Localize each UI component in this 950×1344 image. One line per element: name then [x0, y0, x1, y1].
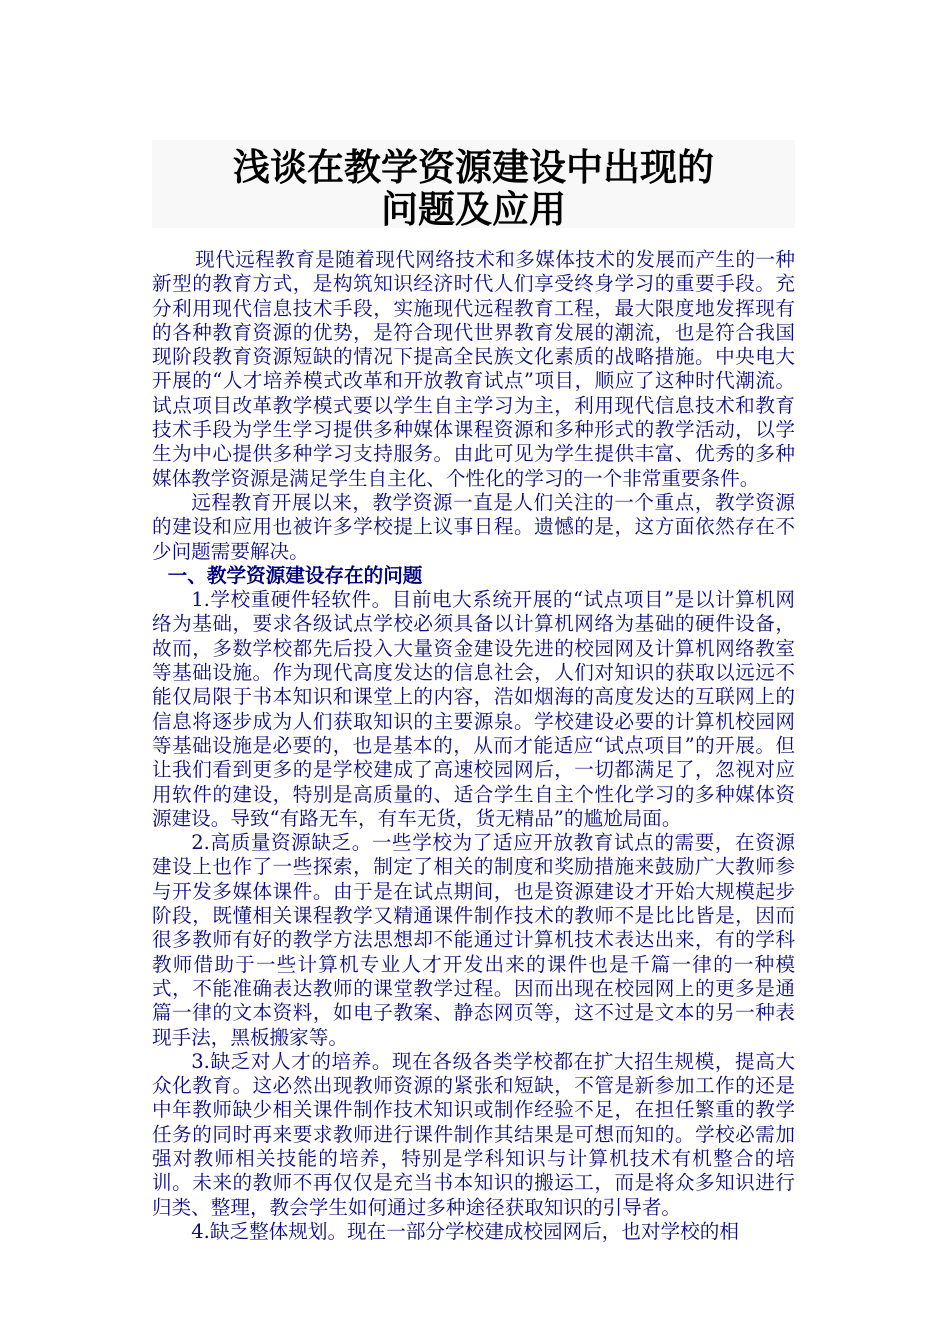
context-paragraph: 远程教育开展以来，教学资源一直是人们关注的一个重点，教学资源的建设和应用也被许多学校提上议事日程。遗憾的是，这方面依然存在不少问题需要解决。 — [152, 490, 795, 563]
title-block — [152, 140, 795, 231]
section-heading: 一、教学资源建设存在的问题 — [167, 563, 423, 587]
problem-item-2: 2.高质量资源缺乏。一些学校为了适应开放教育试点的需要，在资源建设上也作了一些探索，制定了相关的制度和奖励措施来鼓励广大教师参与开发多媒体课件。由于是在试点期间，也是资源建设才开始大规模起步阶段，既懂相关课程教学又精通课件制作技术的教师不是比比皆是，因而很多教师有好的教学方法思想却不能通过计算机技术表达出来，有的学科教师借助于一些计算机专业人才开发出来的课件也是千篇一律的一种模式，不能准确表达教师的课堂教学过程。因而出现在校园网上的更多是通篇一律的文本资料，如电子教案、静态网页等，这不过是文本的另一种表现手法，黑板搬家等。 — [152, 831, 795, 1049]
problem-item-3: 3.缺乏对人才的培养。现在各级各类学校都在扩大招生规模，提高大众化教育。这必然出现教师资源的紧张和短缺，不管是新参加工作的还是中年教师缺少相关课件制作技术知识或制作经验不足，在担任繁重的教学任务的同时再来要求教师进行课件制作其结果是可想而知的。学校必需加强对教师相关技能的培养，特别是学科知识与计算机技术有机整合的培训。未来的教师不再仅仅是充当书本知识的搬运工，而是将众多知识进行归类、整理，教会学生如何通过多种途径获取知识的引导者。 — [152, 1049, 795, 1219]
document-body — [152, 248, 795, 1244]
document-title-line-1: 浅谈在教学资源建设中出现的 — [233, 145, 714, 189]
problem-item-1: 1.学校重硬件轻软件。目前电大系统开展的“试点项目”是以计算机网络为基础，要求各级试点学校必须具备以计算机网络为基础的硬件设备，故而，多数学校都先后投入大量资金建设先进的校园网及计算机网络教室等基础设施。作为现代高度发达的信息社会，人们对知识的获取以远远不能仅局限于书本知识和课堂上的内容，浩如烟海的高度发达的互联网上的信息将逐步成为人们获取知识的主要源泉。学校建设必要的计算机校园网等基础设施是必要的，也是基本的，从而才能适应“试点项目”的开展。但让我们看到更多的是学校建成了高速校园网后，一切都满足了，忽视对应用软件的建设，特别是高质量的、适合学生自主个性化学习的多种媒体资源建设。导致“有路无车，有车无货，货无精品”的尴尬局面。 — [152, 588, 795, 830]
intro-paragraph: 现代远程教育是随着现代网络技术和多媒体技术的发展而产生的一种新型的教育方式，是构筑知识经济时代人们享受终身学习的重要手段。充分利用现代信息技术手段，实施现代远程教育工程，最大限度地发挥现有的各种教育资源的优势，是符合现代世界教育发展的潮流，也是符合我国现阶段教育资源短缺的情况下提高全民族文化素质的战略措施。中央电大开展的“人才培养模式改革和开放教育试点”项目，顺应了这种时代潮流。试点项目改革教学模式要以学生自主学习为主，利用现代信息技术和教育技术手段为学生学习提供多种媒体课程资源和多种形式的教学活动，以学生为中心提供多种学习支持服务。由此可见为学生提供丰富、优秀的多种媒体教学资源是满足学生自主化、个性化的学习的一个非常重要条件。 — [152, 248, 795, 490]
problem-item-4: 4.缺乏整体规划。现在一部分学校建成校园网后，也对学校的相 — [191, 1219, 739, 1243]
document-title-line-2: 问题及应用 — [381, 187, 566, 231]
